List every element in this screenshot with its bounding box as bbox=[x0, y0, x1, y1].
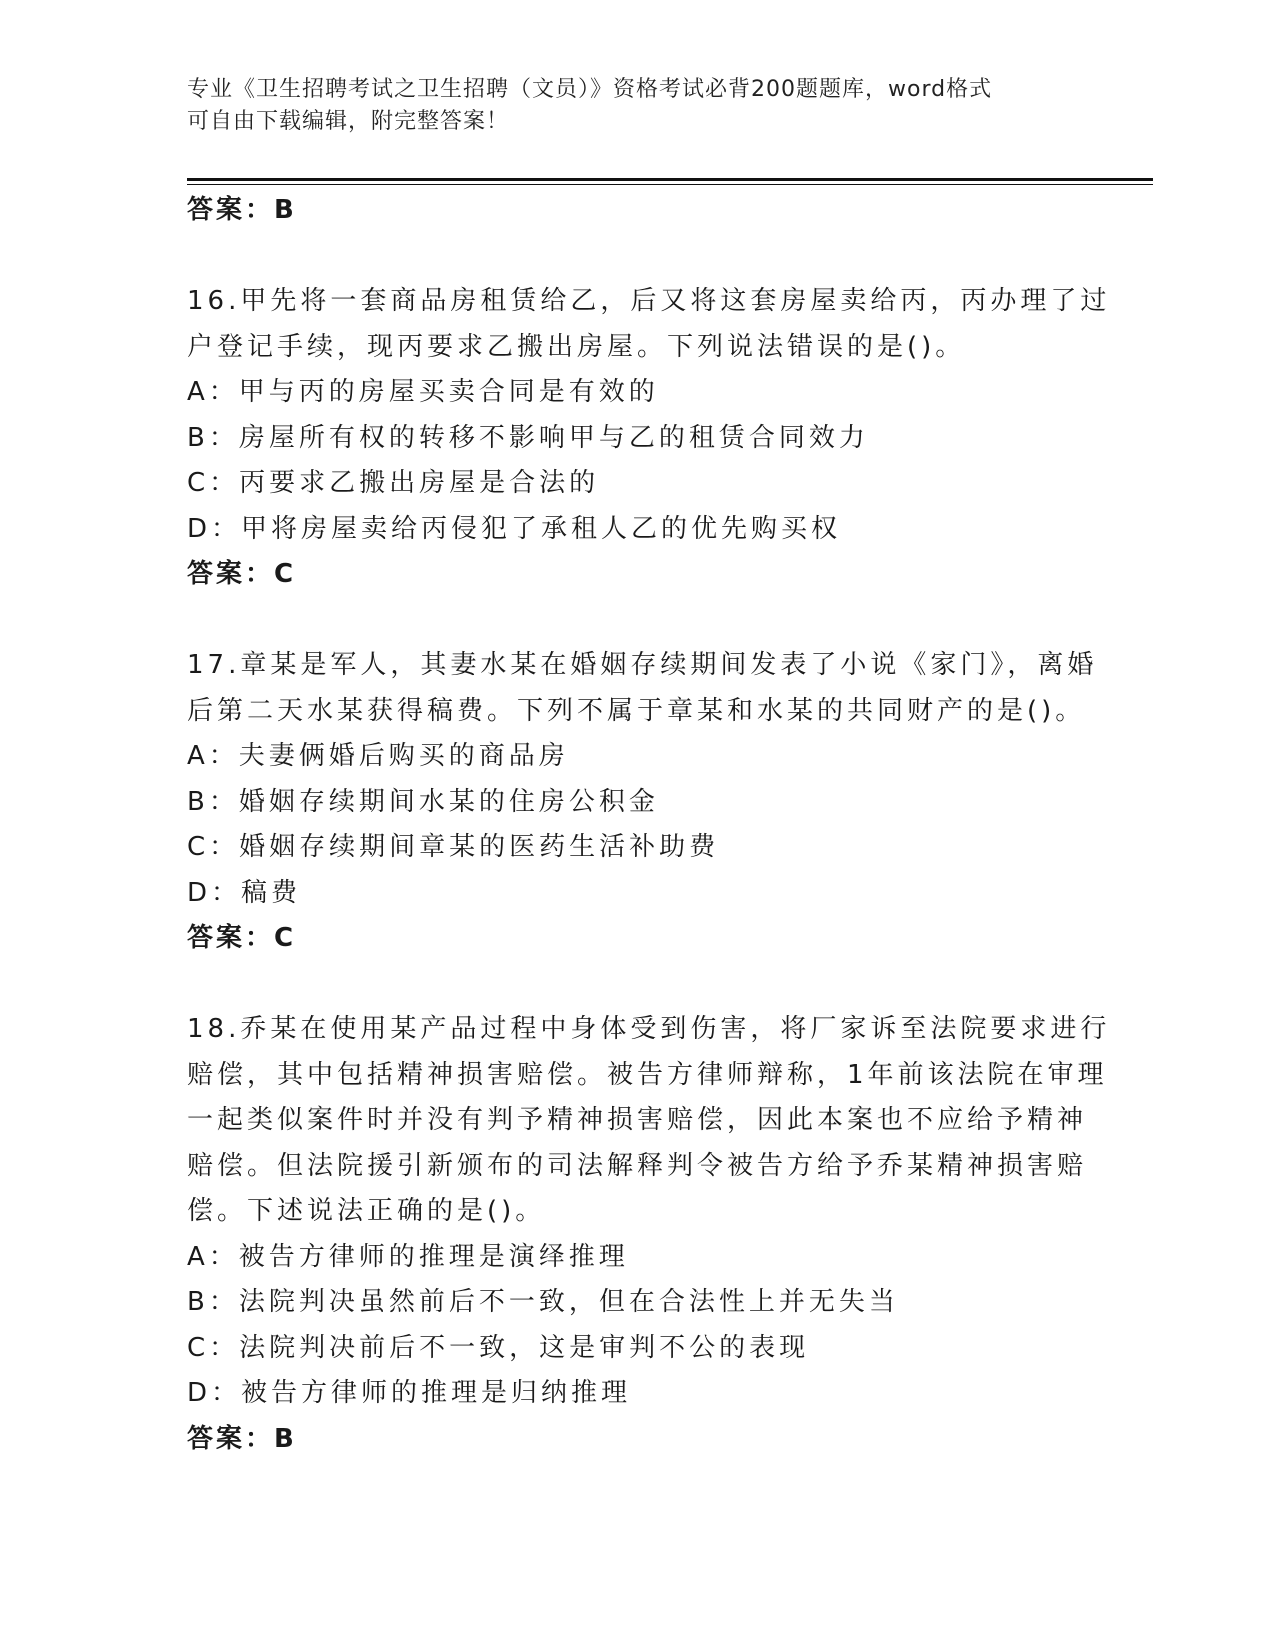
option-b: B：法院判决虽然前后不一致，但在合法性上并无失当 bbox=[187, 1287, 899, 1317]
question-text-line: 赔偿。但法院援引新颁布的司法解释判令被告方给予乔某精神损害赔 bbox=[187, 1150, 1088, 1181]
spacer bbox=[187, 962, 1087, 1008]
option-b: B：婚姻存续期间水某的住房公积金 bbox=[187, 786, 659, 817]
question-text-line: 17.章某是军人，其妻水某在婚姻存续期间发表了小说《家门》，离婚 bbox=[187, 650, 1098, 680]
document-header bbox=[187, 74, 1067, 138]
spacer bbox=[187, 598, 1087, 644]
answer-line-15 bbox=[187, 188, 1087, 234]
option-c: C：法院判决前后不一致，这是审判不公的表现 bbox=[187, 1332, 810, 1363]
option-a: A：夫妻俩婚后购买的商品房 bbox=[187, 741, 569, 771]
answer-value: B bbox=[274, 195, 297, 225]
question-text-line: 偿。下述说法正确的是()。 bbox=[187, 1196, 546, 1226]
answer-label: 答案： bbox=[187, 1423, 275, 1454]
option-c: C：婚姻存续期间章某的医药生活补助费 bbox=[187, 832, 720, 862]
question-16 bbox=[187, 279, 1111, 598]
question-17 bbox=[187, 643, 1098, 962]
header-rule-thin bbox=[187, 184, 1153, 185]
answer-label: 答案： bbox=[187, 559, 275, 589]
answer-line bbox=[187, 916, 1087, 962]
question-18 bbox=[187, 1007, 1111, 1462]
answer-label: 答案： bbox=[187, 923, 275, 953]
header-line-2: 可自由下载编辑，附完整答案！ bbox=[187, 109, 510, 134]
question-text-line: 一起类似案件时并没有判予精神损害赔偿，因此本案也不应给予精神 bbox=[187, 1105, 1088, 1135]
answer-value: C bbox=[274, 559, 297, 589]
answer-value: C bbox=[274, 923, 297, 953]
question-content bbox=[187, 188, 1111, 1462]
question-text-line: 赔偿，其中包括精神损害赔偿。被告方律师辩称，1年前该法院在审理 bbox=[187, 1059, 1108, 1090]
header-line-1: 专业《卫生招聘考试之卫生招聘（文员）》资格考试必背200题题库，word格式 bbox=[187, 77, 993, 102]
option-d: D：稿费 bbox=[187, 877, 302, 908]
answer-value: B bbox=[274, 1423, 297, 1454]
question-text-line: 后第二天水某获得稿费。下列不属于章某和水某的共同财产的是()。 bbox=[187, 695, 1086, 726]
question-text-line: 户登记手续，现丙要求乙搬出房屋。下列说法错误的是()。 bbox=[187, 331, 966, 362]
answer-label: 答案： bbox=[187, 195, 275, 225]
question-text-line: 16.甲先将一套商品房租赁给乙，后又将这套房屋卖给丙，丙办理了过 bbox=[187, 286, 1111, 316]
option-c: C：丙要求乙搬出房屋是合法的 bbox=[187, 468, 600, 498]
option-a: A：甲与丙的房屋买卖合同是有效的 bbox=[187, 377, 659, 407]
option-d: D：被告方律师的推理是归纳推理 bbox=[187, 1378, 632, 1408]
spacer bbox=[187, 234, 1087, 280]
option-d: D：甲将房屋卖给丙侵犯了承租人乙的优先购买权 bbox=[187, 513, 842, 544]
answer-line bbox=[187, 1417, 1087, 1463]
question-text-line: 18.乔某在使用某产品过程中身体受到伤害，将厂家诉至法院要求进行 bbox=[187, 1014, 1111, 1044]
header-rule-thick bbox=[187, 178, 1153, 181]
option-b: B：房屋所有权的转移不影响甲与乙的租赁合同效力 bbox=[187, 422, 869, 453]
answer-line bbox=[187, 552, 1087, 598]
option-a: A：被告方律师的推理是演绎推理 bbox=[187, 1241, 629, 1272]
